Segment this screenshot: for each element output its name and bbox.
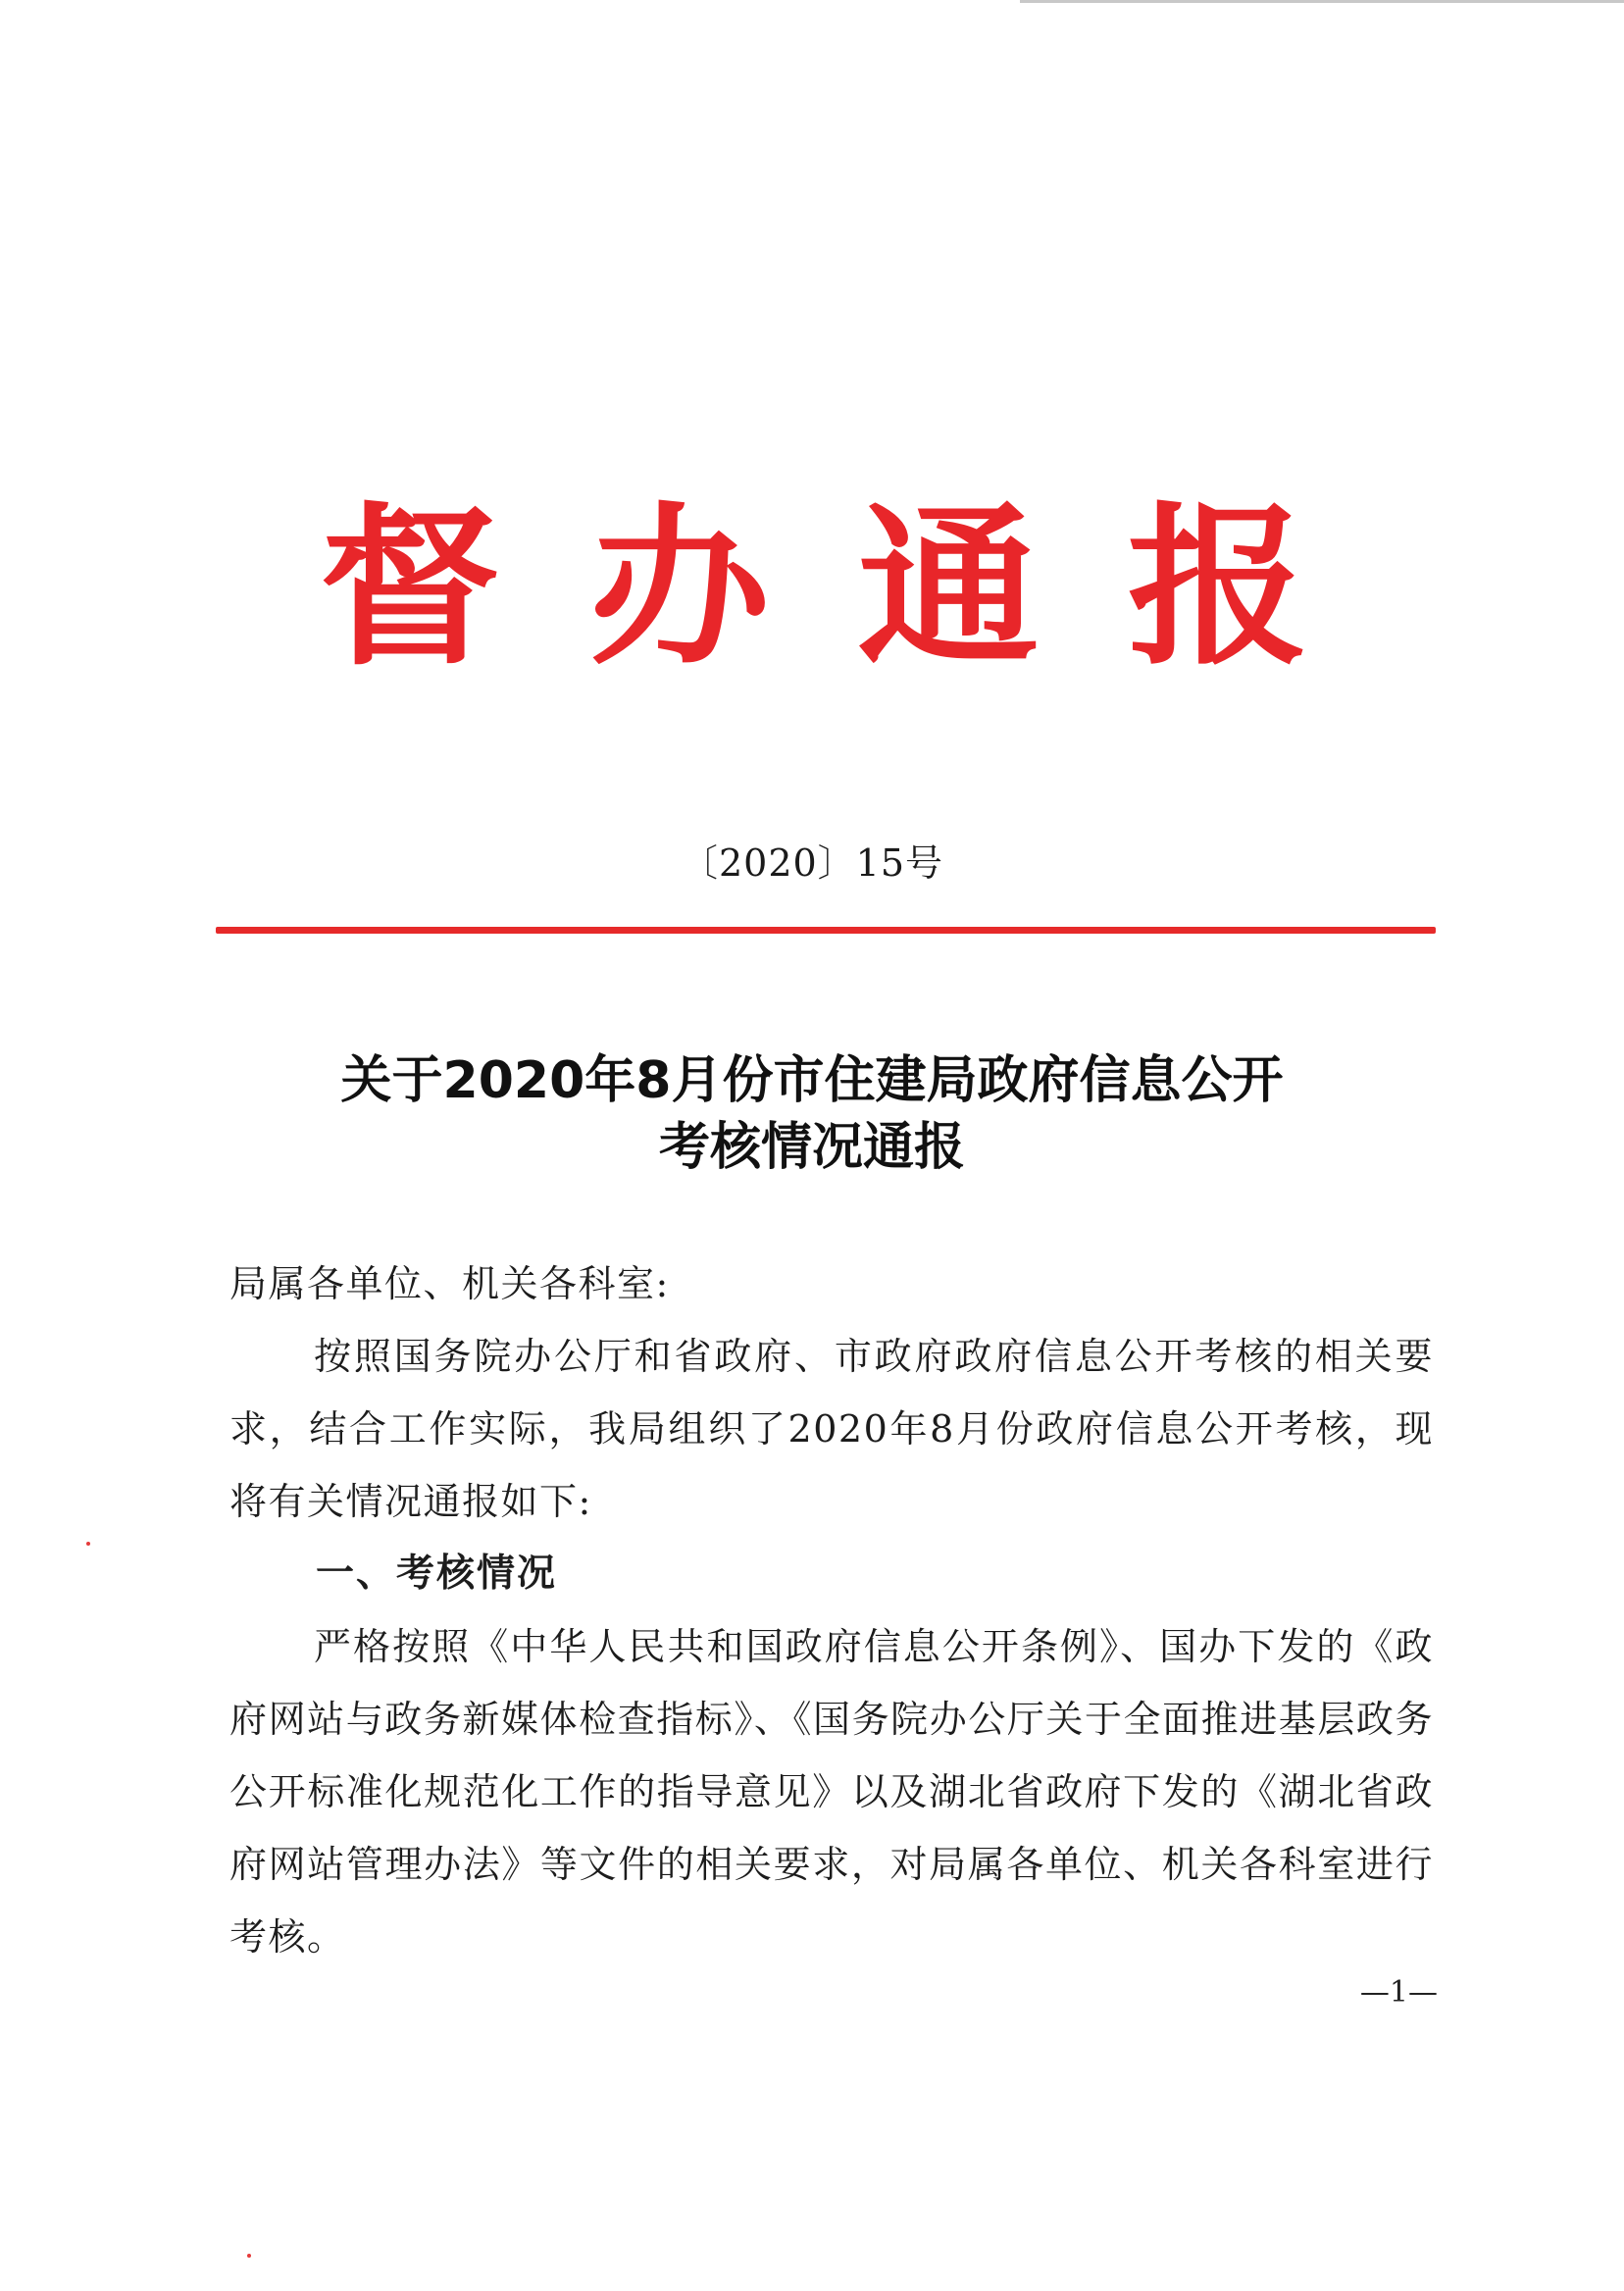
salutation: 局属各单位、机关各科室:: [229, 1262, 670, 1305]
page-number: —1—: [1359, 1975, 1438, 2010]
masthead-char: 通: [857, 487, 1040, 688]
document-number: 〔2020〕15号: [680, 841, 944, 885]
scan-edge: [1020, 0, 1624, 3]
masthead-char: 督: [319, 487, 501, 688]
masthead-char: 办: [588, 487, 771, 688]
title-line-1: 关于2020年8月份市住建局政府信息公开: [340, 1051, 1284, 1110]
scan-speck: [86, 1542, 90, 1546]
section-heading: 一、考核情况: [316, 1552, 558, 1596]
document-body: [229, 1247, 1434, 1973]
red-divider-rule: [216, 927, 1436, 934]
scan-speck: [247, 2254, 251, 2258]
masthead-title: [319, 487, 1309, 688]
section-paragraph: 严格按照《中华人民共和国政府信息公开条例》、国办下发的《政府网站与政务新媒体检查指标》、《国务院办公厅关于全面推进基层政务公开标准化规范化工作的指导意见》以及湖北省政府下发的《湖北省政府网站管理办法》等文件的相关要求，对局属各单位、机关各科室进行考核。: [229, 1625, 1434, 1959]
title-line-2: 考核情况通报: [658, 1118, 965, 1177]
masthead-char: 报: [1127, 487, 1309, 688]
document-title: [177, 1047, 1447, 1181]
intro-paragraph: 按照国务院办公厅和省政府、市政府政府信息公开考核的相关要求，结合工作实际，我局组织了2020年8月份政府信息公开考核，现将有关情况通报如下:: [229, 1335, 1434, 1523]
